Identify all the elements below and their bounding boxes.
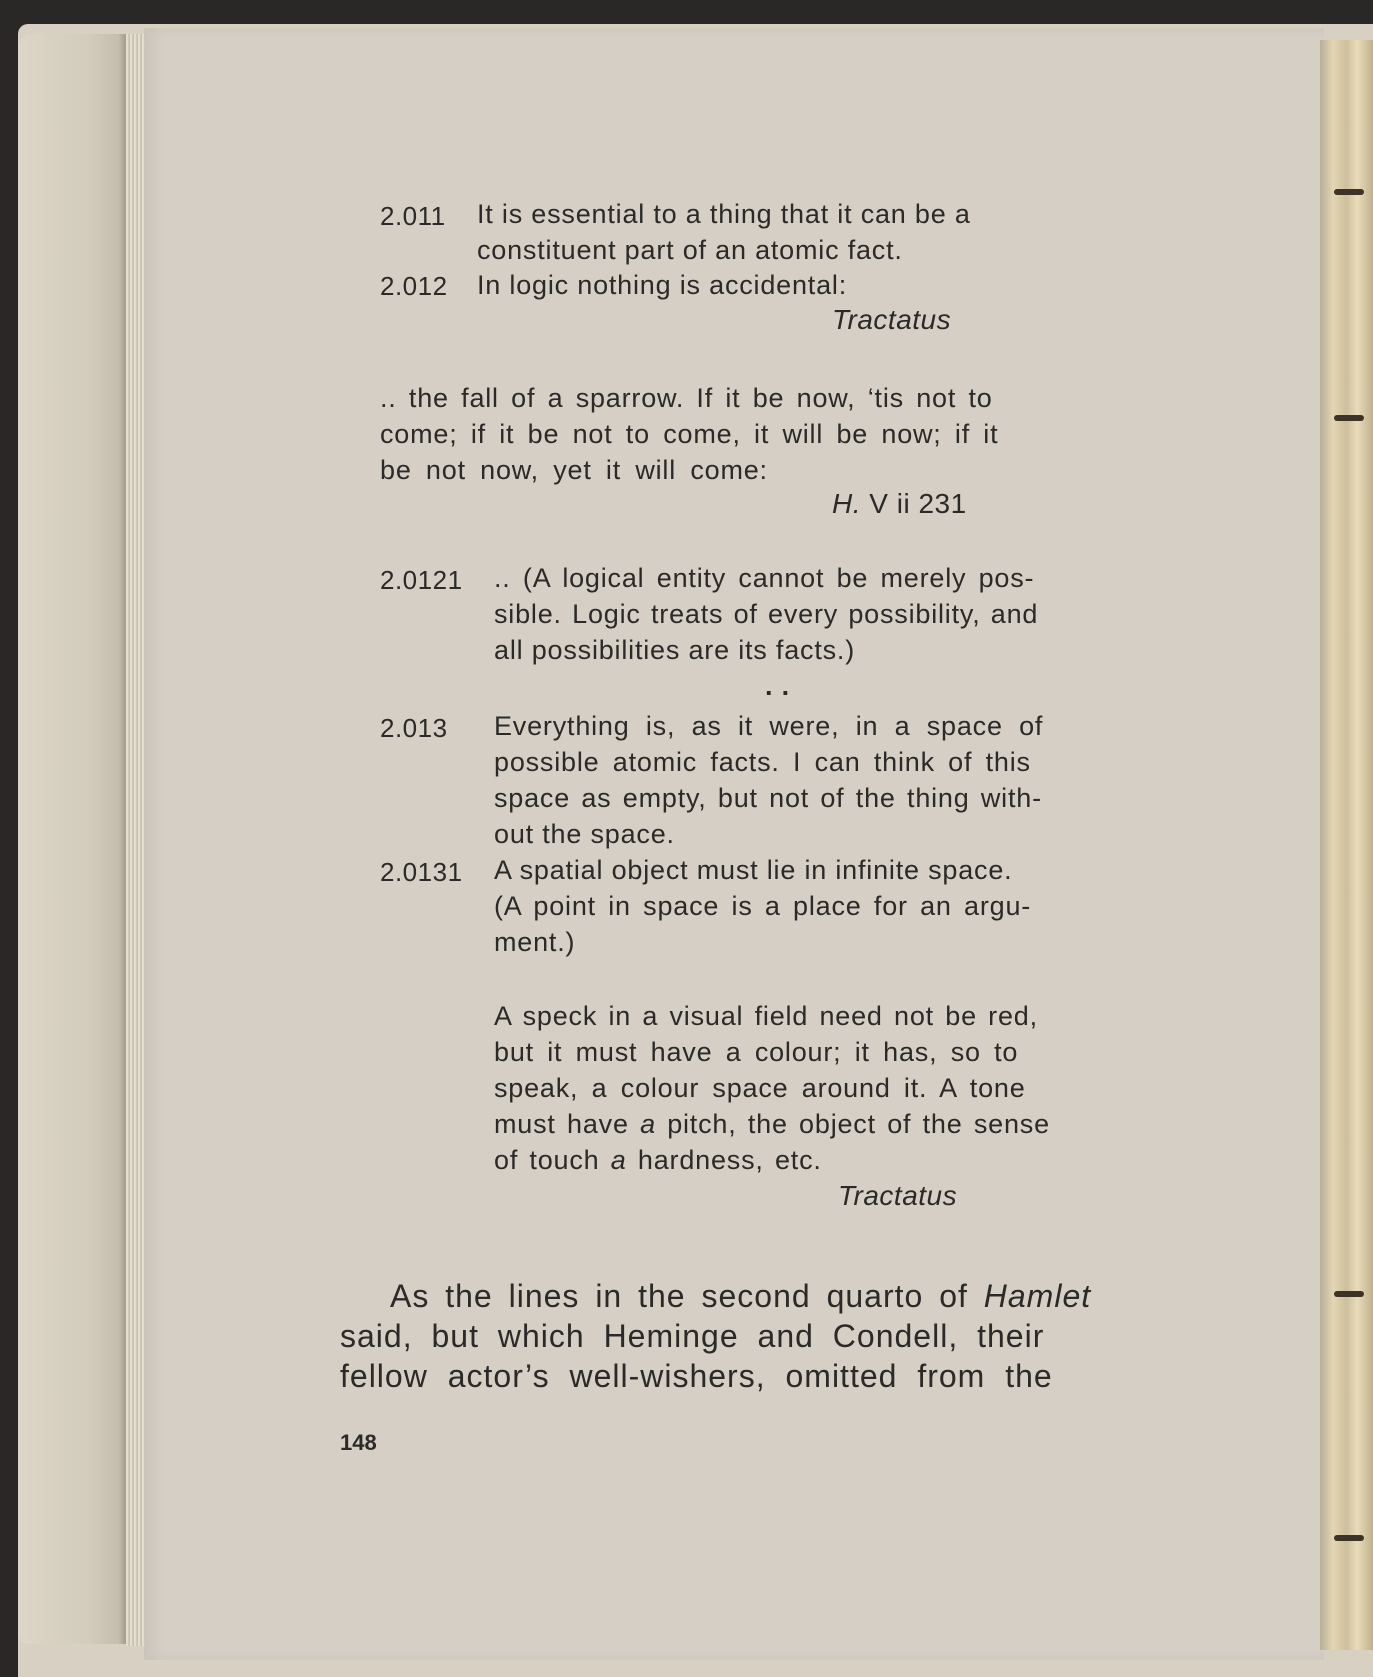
entry-line: Everything is, as it were, in a space of	[494, 711, 1044, 741]
entry-line: (A point in space is a place for an argu-	[494, 891, 1032, 921]
entry-number: 2.0121	[380, 565, 463, 595]
entry-line: sible. Logic treats of every possibility, and	[494, 599, 1039, 629]
quote-line: come; if it be not to come, it will be now; if it	[380, 419, 999, 449]
entry-number: 2.012	[380, 271, 448, 301]
paragraph-line: speak, a colour space around it. A tone	[494, 1073, 1026, 1103]
body-line: As the lines in the second quarto of Hamlet	[390, 1278, 1092, 1314]
entry-line: space as empty, but not of the thing with-	[494, 783, 1042, 813]
body-line: said, but which Heminge and Condell, their	[340, 1318, 1045, 1354]
entry-line: A spatial object must lie in infinite space.	[494, 855, 1013, 885]
binding-gutter	[1320, 40, 1373, 1650]
entry-line: possible atomic facts. I can think of this	[494, 747, 1031, 777]
entry-line: .. (A logical entity cannot be merely pos-	[494, 563, 1035, 593]
citation-tractatus: Tractatus	[838, 1180, 958, 1211]
entry-number: 2.0131	[380, 857, 463, 887]
page-number: 148	[340, 1430, 377, 1455]
quote-line: be not now, yet it will come:	[380, 455, 768, 485]
citation-hamlet	[832, 488, 967, 520]
citation-tractatus: Tractatus	[832, 304, 952, 335]
paragraph-line: A speck in a visual field need not be red,	[494, 1001, 1038, 1031]
entry-line: It is essential to a thing that it can be a	[477, 199, 971, 229]
body-line: fellow actor’s well-wishers, omitted from the	[340, 1358, 1053, 1394]
entry-number: 2.011	[380, 201, 446, 231]
citation-play: H.	[832, 488, 861, 519]
entry-line: out the space.	[494, 819, 675, 849]
paragraph-line: of touch a hardness, etc.	[494, 1145, 822, 1175]
entry-line: ment.)	[494, 927, 576, 957]
entry-line: all possibilities are its facts.)	[494, 635, 856, 665]
book-cover-edge	[18, 34, 136, 1644]
entry-line: constituent part of an atomic fact.	[477, 235, 903, 265]
citation-location: V ii 231	[861, 488, 967, 519]
binding-stitch	[1318, 1290, 1368, 1300]
entry-line: In logic nothing is accidental:	[477, 270, 848, 300]
binding-stitch	[1318, 188, 1368, 198]
quote-line: .. the fall of a sparrow. If it be now, ‘tis not to	[380, 383, 993, 413]
paragraph-line: must have a pitch, the object of the sense	[494, 1109, 1050, 1139]
binding-stitch	[1318, 414, 1368, 424]
paragraph-line: but it must have a colour; it has, so to	[494, 1037, 1019, 1067]
ellipsis-separator: . .	[765, 671, 790, 701]
binding-stitch	[1318, 1534, 1368, 1544]
entry-number: 2.013	[380, 713, 448, 743]
